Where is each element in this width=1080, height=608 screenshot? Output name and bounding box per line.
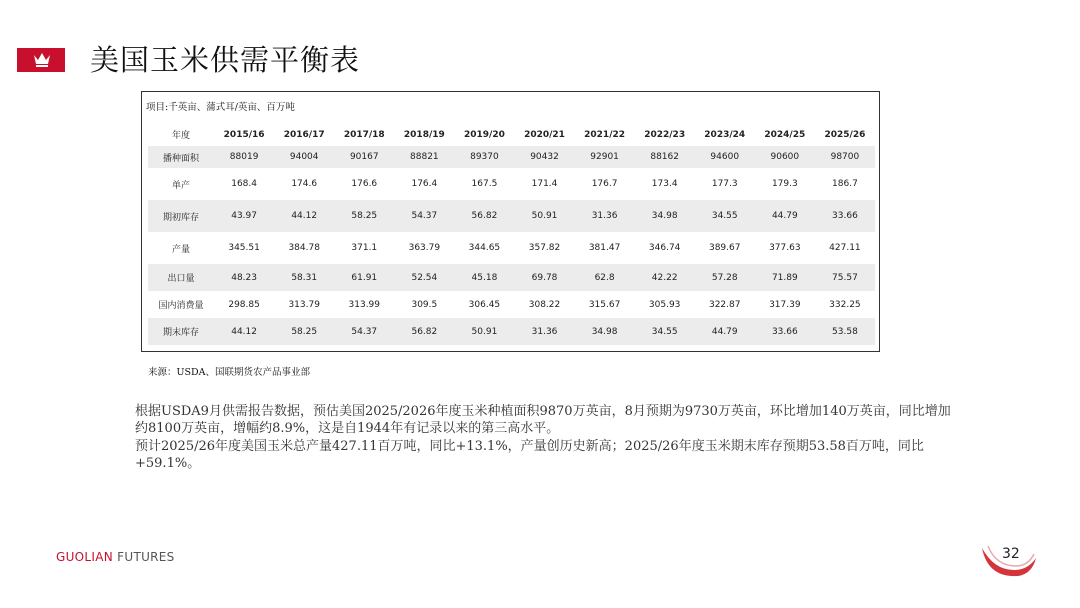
- table-cell: 71.89: [755, 264, 815, 291]
- table-cell: 176.6: [351, 179, 378, 189]
- table-header-row: [148, 123, 875, 146]
- brand-footer: [56, 550, 175, 564]
- table-cell: 34.98: [575, 318, 635, 345]
- row-label: 播种面积: [148, 146, 214, 168]
- table-cell: 53.58: [815, 318, 875, 345]
- table-cell: 94004: [274, 146, 334, 168]
- table-cell: 88162: [635, 146, 695, 168]
- corner-label: 年度: [172, 131, 191, 141]
- page-number: 32: [1002, 546, 1020, 562]
- table-cell: 427.11: [829, 243, 861, 253]
- page-title: 美国玉米供需平衡表: [90, 43, 361, 77]
- brand-name-part1: GUOLIAN: [56, 550, 114, 564]
- table-cell: 357.82: [528, 243, 561, 253]
- table-cell: 308.22: [528, 299, 561, 310]
- table-cell: 389.67: [708, 243, 741, 253]
- crown-icon: [33, 51, 51, 68]
- year-header: 2020/21: [524, 129, 565, 140]
- table-cell: 62.8: [575, 264, 635, 291]
- year-header: 2022/23: [644, 129, 686, 140]
- row-label: 出口量: [148, 264, 214, 291]
- year-header: 2025/26: [824, 129, 866, 140]
- table-cell: 176.7: [591, 179, 618, 189]
- analysis-paragraph-1: 根据USDA9月供需报告数据，预估美国2025/2026年度玉米种植面积9870万英亩，8月预期为9730万英亩，环比增加140万英亩，同比增加约8100万英亩，增幅约8.9%，这是自1944年有记录以来的第三高水平。: [135, 404, 951, 437]
- table-cell: 58.31: [274, 264, 334, 291]
- table-cell: 381.47: [588, 243, 621, 253]
- analysis-paragraph-2: 预计2025/26年度美国玉米总产量427.11百万吨，同比+13.1%，产量创历史新高；2025/26年度玉米期末库存预期53.58百万吨，同比+59.1%。: [135, 438, 924, 471]
- table-cell: 345.51: [228, 243, 260, 253]
- row-label: 单产: [172, 180, 191, 191]
- table-cell: 92901: [575, 146, 635, 168]
- table-cell: 174.6: [291, 179, 318, 189]
- table-cell: 313.99: [348, 299, 381, 310]
- row-label: 期末库存: [148, 318, 214, 345]
- table-cell: 306.45: [468, 299, 501, 310]
- table-cell: 315.67: [588, 299, 621, 310]
- row-label: 期初库存: [148, 200, 214, 232]
- table-cell: 89370: [454, 146, 514, 168]
- table-cell: 50.91: [454, 318, 514, 345]
- table-cell: 45.18: [454, 264, 514, 291]
- table-row: [148, 318, 875, 345]
- source-note: 来源：USDA、国联期货农产品事业部: [148, 367, 310, 378]
- table-cell: 309.5: [411, 299, 438, 310]
- table-cell: 344.65: [468, 243, 501, 253]
- table-row: [148, 232, 875, 264]
- table-cell: 44.12: [274, 200, 334, 232]
- table-cell: 33.66: [815, 200, 875, 232]
- table-cell: 305.93: [648, 299, 681, 310]
- table-cell: 34.98: [635, 200, 695, 232]
- table-cell: 54.37: [334, 318, 394, 345]
- table-cell: 171.4: [531, 179, 558, 189]
- table-cell: 384.78: [288, 243, 320, 253]
- table-cell: 177.3: [711, 179, 738, 189]
- year-header: 2023/24: [704, 129, 746, 140]
- table-cell: 98700: [815, 146, 875, 168]
- table-cell: 377.63: [769, 243, 801, 253]
- brand-name-part2: FUTURES: [113, 550, 175, 564]
- table-cell: 56.82: [394, 318, 454, 345]
- table-cell: 167.5: [471, 179, 498, 189]
- table-cell: 94600: [695, 146, 755, 168]
- table-cell: 48.23: [214, 264, 274, 291]
- supply-demand-table-panel: [141, 91, 880, 352]
- table-cell: 88821: [394, 146, 454, 168]
- table-row: [148, 291, 875, 318]
- table-cell: 33.66: [755, 318, 815, 345]
- table-cell: 52.54: [394, 264, 454, 291]
- table-row: [148, 264, 875, 291]
- table-cell: 186.7: [832, 179, 858, 189]
- table-cell: 90600: [755, 146, 815, 168]
- title-accent-bar: [17, 48, 65, 72]
- year-header: 2015/16: [223, 129, 265, 140]
- table-cell: 34.55: [695, 200, 755, 232]
- table-cell: 371.1: [351, 243, 378, 253]
- table-cell: 58.25: [274, 318, 334, 345]
- table-cell: 61.91: [334, 264, 394, 291]
- table-row: [148, 200, 875, 232]
- table-cell: 75.57: [815, 264, 875, 291]
- table-cell: 69.78: [514, 264, 574, 291]
- row-label: 国内消费量: [158, 301, 204, 311]
- table-cell: 57.28: [695, 264, 755, 291]
- analysis-text: [135, 403, 955, 472]
- unit-note: 项目:千英亩、蒲式耳/英亩、百万吨: [146, 102, 295, 113]
- table-row: [148, 168, 875, 200]
- table-cell: 56.82: [454, 200, 514, 232]
- table-cell: 50.91: [514, 200, 574, 232]
- table-cell: 168.4: [231, 179, 257, 189]
- table-cell: 42.22: [635, 264, 695, 291]
- table-cell: 44.79: [755, 200, 815, 232]
- year-header: 2021/22: [584, 129, 626, 140]
- table-cell: 173.4: [651, 179, 678, 189]
- year-header: 2019/20: [463, 129, 505, 140]
- table-cell: 44.79: [695, 318, 755, 345]
- year-header: 2017/18: [343, 129, 385, 140]
- table-cell: 176.4: [411, 179, 438, 189]
- table-cell: 31.36: [575, 200, 635, 232]
- table-cell: 313.79: [288, 299, 320, 310]
- table-row: [148, 146, 875, 168]
- table-cell: 34.55: [635, 318, 695, 345]
- table-cell: 88019: [214, 146, 274, 168]
- supply-demand-table: [148, 123, 875, 345]
- table-cell: 58.25: [334, 200, 394, 232]
- table-cell: 31.36: [514, 318, 574, 345]
- table-cell: 54.37: [394, 200, 454, 232]
- table-cell: 332.25: [829, 299, 861, 310]
- table-cell: 317.39: [769, 299, 801, 310]
- year-header: 2016/17: [283, 129, 325, 140]
- row-label: 产量: [172, 244, 191, 255]
- year-header: 2024/25: [764, 129, 806, 140]
- table-cell: 363.79: [408, 243, 441, 253]
- table-cell: 179.3: [771, 179, 798, 189]
- table-cell: 298.85: [228, 299, 260, 310]
- table-cell: 346.74: [648, 243, 681, 253]
- table-cell: 43.97: [214, 200, 274, 232]
- table-cell: 90432: [514, 146, 574, 168]
- table-cell: 90167: [334, 146, 394, 168]
- table-cell: 44.12: [214, 318, 274, 345]
- table-cell: 322.87: [708, 299, 741, 310]
- year-header: 2018/19: [403, 129, 445, 140]
